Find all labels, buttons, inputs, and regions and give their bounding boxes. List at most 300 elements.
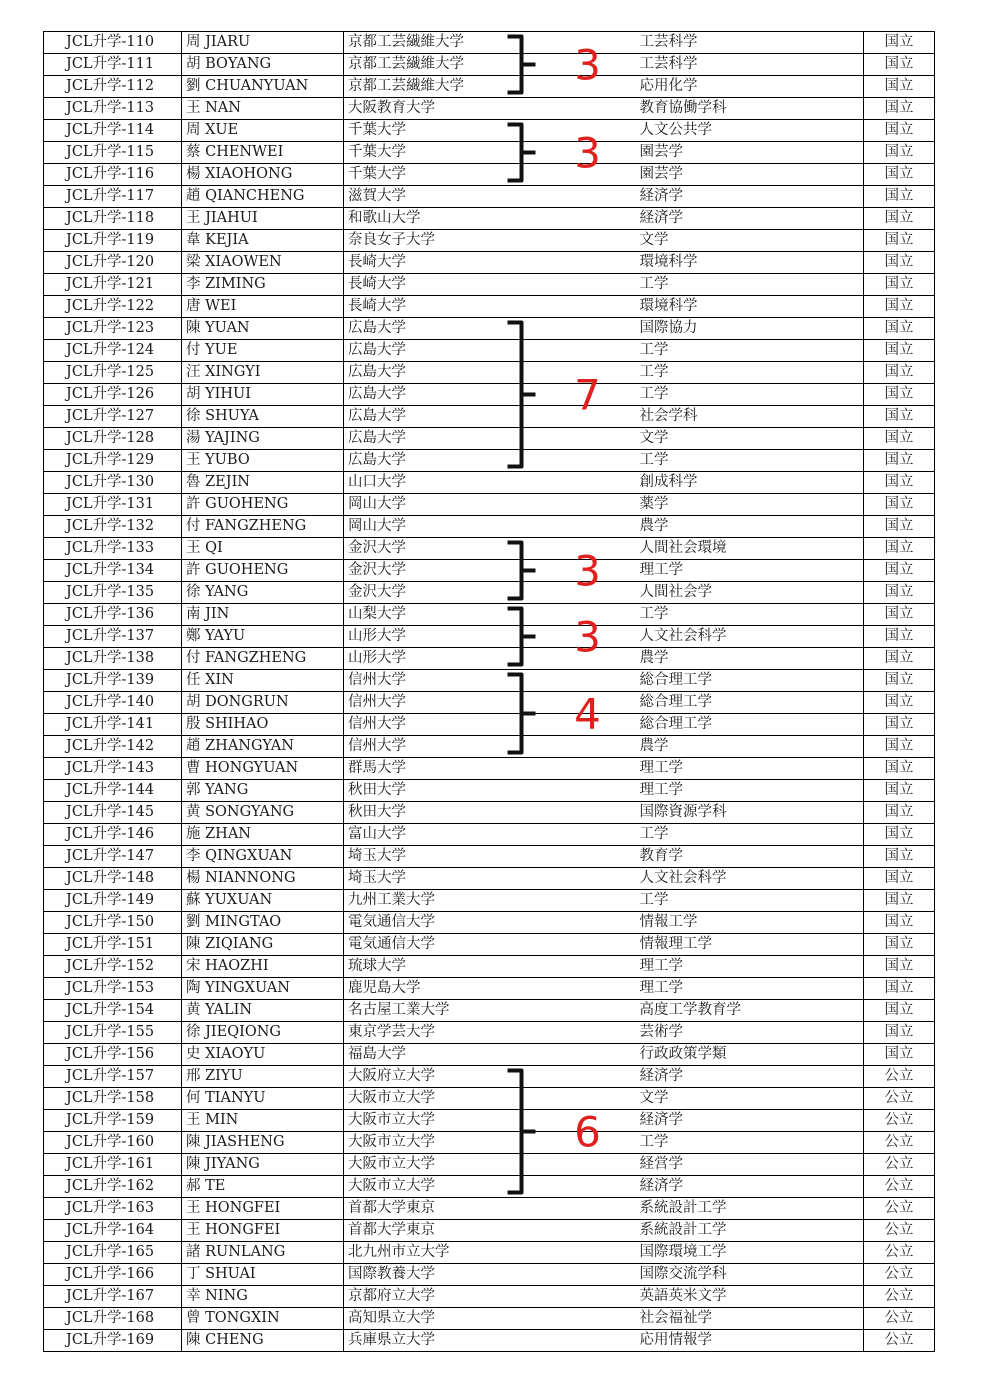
- table-row: [44, 1044, 935, 1066]
- spacer-cell: [524, 1000, 636, 1022]
- spacer-cell: [524, 1154, 636, 1176]
- table-row: [44, 824, 935, 846]
- spacer-cell: [524, 1264, 636, 1286]
- spacer-cell: [524, 824, 636, 846]
- student-name-cell: 蘇 YUXUAN: [182, 890, 344, 912]
- table-row: [44, 1286, 935, 1308]
- university-cell: 九州工業大学: [344, 890, 524, 912]
- university-cell: 首都大学東京: [344, 1220, 524, 1242]
- student-name-cell: 王 HONGFEI: [182, 1198, 344, 1220]
- spacer-cell: [524, 274, 636, 296]
- student-name-cell: 陳 YUAN: [182, 318, 344, 340]
- spacer-cell: [524, 1110, 636, 1132]
- student-id-cell: JCL升学-151: [44, 934, 182, 956]
- table-row: [44, 626, 935, 648]
- spacer-cell: [524, 76, 636, 98]
- table-row: [44, 1154, 935, 1176]
- student-name-cell: 陶 YINGXUAN: [182, 978, 344, 1000]
- table-row: [44, 956, 935, 978]
- student-id-cell: JCL升学-110: [44, 32, 182, 54]
- student-id-cell: JCL升学-155: [44, 1022, 182, 1044]
- faculty-cell: 文学: [636, 1088, 864, 1110]
- spacer-cell: [524, 340, 636, 362]
- student-name-cell: 黄 YALIN: [182, 1000, 344, 1022]
- faculty-cell: 経済学: [636, 208, 864, 230]
- spacer-cell: [524, 692, 636, 714]
- university-cell: 広島大学: [344, 340, 524, 362]
- faculty-cell: 応用情報学: [636, 1330, 864, 1352]
- school-type-cell: 国立: [864, 912, 935, 934]
- faculty-cell: 経済学: [636, 1110, 864, 1132]
- university-cell: 山形大学: [344, 648, 524, 670]
- faculty-cell: 理工学: [636, 560, 864, 582]
- student-id-cell: JCL升学-163: [44, 1198, 182, 1220]
- table-row: [44, 692, 935, 714]
- faculty-cell: 工学: [636, 890, 864, 912]
- student-id-cell: JCL升学-140: [44, 692, 182, 714]
- faculty-cell: 行政政策学類: [636, 1044, 864, 1066]
- student-name-cell: 諸 RUNLANG: [182, 1242, 344, 1264]
- university-cell: 群馬大学: [344, 758, 524, 780]
- student-name-cell: 徐 JIEQIONG: [182, 1022, 344, 1044]
- group-count-label: 7: [574, 370, 601, 420]
- spacer-cell: [524, 670, 636, 692]
- student-name-cell: 趙 QIANCHENG: [182, 186, 344, 208]
- table-row: [44, 450, 935, 472]
- student-id-cell: JCL升学-119: [44, 230, 182, 252]
- group-count-label: 4: [574, 689, 601, 739]
- school-type-cell: 公立: [864, 1110, 935, 1132]
- university-cell: 名古屋工業大学: [344, 1000, 524, 1022]
- table-row: [44, 1066, 935, 1088]
- spacer-cell: [524, 736, 636, 758]
- student-name-cell: 王 MIN: [182, 1110, 344, 1132]
- university-cell: 大阪市立大学: [344, 1154, 524, 1176]
- student-id-cell: JCL升学-114: [44, 120, 182, 142]
- spacer-cell: [524, 1176, 636, 1198]
- table-row: [44, 98, 935, 120]
- school-type-cell: 公立: [864, 1198, 935, 1220]
- school-type-cell: 国立: [864, 736, 935, 758]
- student-id-cell: JCL升学-121: [44, 274, 182, 296]
- spacer-cell: [524, 142, 636, 164]
- student-id-cell: JCL升学-120: [44, 252, 182, 274]
- student-id-cell: JCL升学-133: [44, 538, 182, 560]
- school-type-cell: 国立: [864, 208, 935, 230]
- spacer-cell: [524, 1220, 636, 1242]
- university-cell: 金沢大学: [344, 538, 524, 560]
- table-row: [44, 670, 935, 692]
- university-cell: 岡山大学: [344, 494, 524, 516]
- spacer-cell: [524, 956, 636, 978]
- spacer-cell: [524, 230, 636, 252]
- table-row: [44, 890, 935, 912]
- student-name-cell: 任 XIN: [182, 670, 344, 692]
- school-type-cell: 公立: [864, 1242, 935, 1264]
- school-type-cell: 国立: [864, 76, 935, 98]
- university-cell: 山口大学: [344, 472, 524, 494]
- university-cell: 信州大学: [344, 670, 524, 692]
- student-id-cell: JCL升学-160: [44, 1132, 182, 1154]
- student-id-cell: JCL升学-111: [44, 54, 182, 76]
- student-name-cell: 南 JIN: [182, 604, 344, 626]
- table-row: [44, 318, 935, 340]
- spacer-cell: [524, 978, 636, 1000]
- school-type-cell: 国立: [864, 472, 935, 494]
- student-id-cell: JCL升学-123: [44, 318, 182, 340]
- table-row: [44, 1110, 935, 1132]
- university-cell: 広島大学: [344, 450, 524, 472]
- student-id-cell: JCL升学-149: [44, 890, 182, 912]
- university-cell: 琉球大学: [344, 956, 524, 978]
- university-cell: 長崎大学: [344, 252, 524, 274]
- school-type-cell: 国立: [864, 142, 935, 164]
- school-type-cell: 公立: [864, 1132, 935, 1154]
- faculty-cell: 応用化学: [636, 76, 864, 98]
- table-row: [44, 208, 935, 230]
- student-name-cell: 胡 YIHUI: [182, 384, 344, 406]
- university-cell: 大阪市立大学: [344, 1110, 524, 1132]
- faculty-cell: 経済学: [636, 186, 864, 208]
- student-id-cell: JCL升学-118: [44, 208, 182, 230]
- student-id-cell: JCL升学-153: [44, 978, 182, 1000]
- school-type-cell: 国立: [864, 32, 935, 54]
- student-name-cell: 曾 TONGXIN: [182, 1308, 344, 1330]
- student-id-cell: JCL升学-124: [44, 340, 182, 362]
- student-id-cell: JCL升学-145: [44, 802, 182, 824]
- school-type-cell: 国立: [864, 428, 935, 450]
- school-type-cell: 国立: [864, 846, 935, 868]
- spacer-cell: [524, 1198, 636, 1220]
- table-row: [44, 912, 935, 934]
- faculty-cell: 人文社会科学: [636, 626, 864, 648]
- table-row: [44, 274, 935, 296]
- university-cell: 北九州市立大学: [344, 1242, 524, 1264]
- spacer-cell: [524, 406, 636, 428]
- spacer-cell: [524, 186, 636, 208]
- faculty-cell: 工学: [636, 1132, 864, 1154]
- spacer-cell: [524, 780, 636, 802]
- faculty-cell: 園芸学: [636, 142, 864, 164]
- student-name-cell: 胡 DONGRUN: [182, 692, 344, 714]
- faculty-cell: 理工学: [636, 758, 864, 780]
- table-row: [44, 296, 935, 318]
- school-type-cell: 国立: [864, 54, 935, 76]
- university-cell: 岡山大学: [344, 516, 524, 538]
- school-type-cell: 国立: [864, 670, 935, 692]
- school-type-cell: 国立: [864, 692, 935, 714]
- spacer-cell: [524, 252, 636, 274]
- student-id-cell: JCL升学-167: [44, 1286, 182, 1308]
- university-cell: 福島大学: [344, 1044, 524, 1066]
- school-type-cell: 公立: [864, 1308, 935, 1330]
- faculty-cell: 国際資源学科: [636, 802, 864, 824]
- student-name-cell: 胡 BOYANG: [182, 54, 344, 76]
- faculty-cell: 園芸学: [636, 164, 864, 186]
- student-name-cell: 湯 YAJING: [182, 428, 344, 450]
- university-cell: 長崎大学: [344, 274, 524, 296]
- faculty-cell: 高度工学教育学: [636, 1000, 864, 1022]
- spacer-cell: [524, 714, 636, 736]
- student-name-cell: 陳 JIYANG: [182, 1154, 344, 1176]
- spacer-cell: [524, 1066, 636, 1088]
- student-name-cell: 趙 ZHANGYAN: [182, 736, 344, 758]
- spacer-cell: [524, 912, 636, 934]
- student-name-cell: 陳 JIASHENG: [182, 1132, 344, 1154]
- group-count-label: 6: [574, 1107, 601, 1157]
- student-id-cell: JCL升学-135: [44, 582, 182, 604]
- spacer-cell: [524, 164, 636, 186]
- university-cell: 信州大学: [344, 692, 524, 714]
- table-row: [44, 406, 935, 428]
- school-type-cell: 国立: [864, 538, 935, 560]
- table-row: [44, 604, 935, 626]
- faculty-cell: 芸術学: [636, 1022, 864, 1044]
- faculty-cell: 工学: [636, 450, 864, 472]
- spacer-cell: [524, 516, 636, 538]
- student-name-cell: 汪 XINGYI: [182, 362, 344, 384]
- student-name-cell: 何 TIANYU: [182, 1088, 344, 1110]
- student-id-cell: JCL升学-138: [44, 648, 182, 670]
- school-type-cell: 国立: [864, 186, 935, 208]
- faculty-cell: 情報工学: [636, 912, 864, 934]
- spacer-cell: [524, 758, 636, 780]
- school-type-cell: 国立: [864, 604, 935, 626]
- student-name-cell: 劉 CHUANYUAN: [182, 76, 344, 98]
- table-body: [44, 32, 935, 1352]
- university-cell: 広島大学: [344, 384, 524, 406]
- school-type-cell: 国立: [864, 978, 935, 1000]
- university-cell: 電気通信大学: [344, 912, 524, 934]
- student-id-cell: JCL升学-166: [44, 1264, 182, 1286]
- student-id-cell: JCL升学-122: [44, 296, 182, 318]
- student-name-cell: 殷 SHIHAO: [182, 714, 344, 736]
- student-id-cell: JCL升学-129: [44, 450, 182, 472]
- student-name-cell: 付 FANGZHENG: [182, 648, 344, 670]
- university-cell: 信州大学: [344, 736, 524, 758]
- group-count-label: 3: [574, 546, 601, 596]
- university-cell: 大阪市立大学: [344, 1132, 524, 1154]
- table-row: [44, 560, 935, 582]
- school-type-cell: 国立: [864, 626, 935, 648]
- student-name-cell: 梁 XIAOWEN: [182, 252, 344, 274]
- faculty-cell: 工学: [636, 824, 864, 846]
- spacer-cell: [524, 208, 636, 230]
- group-count-label: 3: [574, 40, 601, 90]
- student-name-cell: 付 YUE: [182, 340, 344, 362]
- school-type-cell: 国立: [864, 296, 935, 318]
- student-id-cell: JCL升学-131: [44, 494, 182, 516]
- faculty-cell: 教育協働学科: [636, 98, 864, 120]
- school-type-cell: 国立: [864, 956, 935, 978]
- student-id-cell: JCL升学-141: [44, 714, 182, 736]
- faculty-cell: 工学: [636, 384, 864, 406]
- school-type-cell: 国立: [864, 560, 935, 582]
- university-cell: 山梨大学: [344, 604, 524, 626]
- student-id-cell: JCL升学-128: [44, 428, 182, 450]
- faculty-cell: 工学: [636, 274, 864, 296]
- faculty-cell: 理工学: [636, 780, 864, 802]
- spacer-cell: [524, 648, 636, 670]
- school-type-cell: 国立: [864, 450, 935, 472]
- faculty-cell: 英語英米文学: [636, 1286, 864, 1308]
- spacer-cell: [524, 890, 636, 912]
- student-name-cell: 徐 SHUYA: [182, 406, 344, 428]
- school-type-cell: 国立: [864, 516, 935, 538]
- student-id-cell: JCL升学-165: [44, 1242, 182, 1264]
- student-id-cell: JCL升学-143: [44, 758, 182, 780]
- school-type-cell: 公立: [864, 1264, 935, 1286]
- student-name-cell: 李 QINGXUAN: [182, 846, 344, 868]
- student-id-cell: JCL升学-112: [44, 76, 182, 98]
- school-type-cell: 国立: [864, 802, 935, 824]
- student-name-cell: 楊 NIANNONG: [182, 868, 344, 890]
- faculty-cell: 社会福祉学: [636, 1308, 864, 1330]
- student-name-cell: 王 JIAHUI: [182, 208, 344, 230]
- student-id-cell: JCL升学-156: [44, 1044, 182, 1066]
- spacer-cell: [524, 450, 636, 472]
- faculty-cell: 工芸科学: [636, 32, 864, 54]
- table-row: [44, 142, 935, 164]
- table-row: [44, 186, 935, 208]
- table-row: [44, 582, 935, 604]
- student-name-cell: 楊 XIAOHONG: [182, 164, 344, 186]
- university-cell: 京都府立大学: [344, 1286, 524, 1308]
- university-cell: 山形大学: [344, 626, 524, 648]
- faculty-cell: 環境科学: [636, 296, 864, 318]
- spacer-cell: [524, 318, 636, 340]
- school-type-cell: 国立: [864, 252, 935, 274]
- student-name-cell: 宋 HAOZHI: [182, 956, 344, 978]
- faculty-cell: 環境科学: [636, 252, 864, 274]
- student-id-cell: JCL升学-116: [44, 164, 182, 186]
- faculty-cell: 国際交流学科: [636, 1264, 864, 1286]
- school-type-cell: 公立: [864, 1286, 935, 1308]
- school-type-cell: 国立: [864, 648, 935, 670]
- faculty-cell: 総合理工学: [636, 692, 864, 714]
- spacer-cell: [524, 1132, 636, 1154]
- faculty-cell: 経済学: [636, 1066, 864, 1088]
- table-row: [44, 1176, 935, 1198]
- table-row: [44, 1022, 935, 1044]
- school-type-cell: 公立: [864, 1330, 935, 1352]
- spacer-cell: [524, 604, 636, 626]
- faculty-cell: 工学: [636, 340, 864, 362]
- table-row: [44, 76, 935, 98]
- table-row: [44, 736, 935, 758]
- student-name-cell: 陳 CHENG: [182, 1330, 344, 1352]
- student-id-cell: JCL升学-137: [44, 626, 182, 648]
- faculty-cell: 社会学科: [636, 406, 864, 428]
- student-id-cell: JCL升学-113: [44, 98, 182, 120]
- student-name-cell: 韋 KEJIA: [182, 230, 344, 252]
- university-cell: 広島大学: [344, 318, 524, 340]
- faculty-cell: 系統設計工学: [636, 1198, 864, 1220]
- table-row: [44, 362, 935, 384]
- spacer-cell: [524, 296, 636, 318]
- student-name-cell: 唐 WEI: [182, 296, 344, 318]
- student-name-cell: 邢 ZIYU: [182, 1066, 344, 1088]
- table-row: [44, 780, 935, 802]
- student-id-cell: JCL升学-125: [44, 362, 182, 384]
- table-row: [44, 230, 935, 252]
- faculty-cell: 人文公共学: [636, 120, 864, 142]
- table-row: [44, 472, 935, 494]
- school-type-cell: 国立: [864, 890, 935, 912]
- table-row: [44, 846, 935, 868]
- spacer-cell: [524, 560, 636, 582]
- student-id-cell: JCL升学-130: [44, 472, 182, 494]
- university-cell: 秋田大学: [344, 802, 524, 824]
- school-type-cell: 公立: [864, 1220, 935, 1242]
- faculty-cell: 農学: [636, 736, 864, 758]
- spacer-cell: [524, 98, 636, 120]
- school-type-cell: 国立: [864, 164, 935, 186]
- faculty-cell: 工学: [636, 362, 864, 384]
- university-cell: 広島大学: [344, 362, 524, 384]
- table-row: [44, 340, 935, 362]
- spacer-cell: [524, 1088, 636, 1110]
- spacer-cell: [524, 582, 636, 604]
- spacer-cell: [524, 538, 636, 560]
- table-row: [44, 164, 935, 186]
- table-row: [44, 1132, 935, 1154]
- spacer-cell: [524, 846, 636, 868]
- university-cell: 首都大学東京: [344, 1198, 524, 1220]
- faculty-cell: 国際環境工学: [636, 1242, 864, 1264]
- spacer-cell: [524, 1286, 636, 1308]
- group-count-label: 3: [574, 612, 601, 662]
- student-id-cell: JCL升学-154: [44, 1000, 182, 1022]
- table-row: [44, 1264, 935, 1286]
- table-row: [44, 538, 935, 560]
- student-name-cell: 許 GUOHENG: [182, 494, 344, 516]
- school-type-cell: 国立: [864, 230, 935, 252]
- table-row: [44, 54, 935, 76]
- student-id-cell: JCL升学-144: [44, 780, 182, 802]
- student-name-cell: 幸 NING: [182, 1286, 344, 1308]
- student-id-cell: JCL升学-142: [44, 736, 182, 758]
- student-name-cell: 許 GUOHENG: [182, 560, 344, 582]
- school-type-cell: 国立: [864, 1000, 935, 1022]
- student-id-cell: JCL升学-161: [44, 1154, 182, 1176]
- faculty-cell: 経済学: [636, 1176, 864, 1198]
- university-cell: 東京学芸大学: [344, 1022, 524, 1044]
- university-cell: 長崎大学: [344, 296, 524, 318]
- student-name-cell: 曹 HONGYUAN: [182, 758, 344, 780]
- student-id-cell: JCL升学-147: [44, 846, 182, 868]
- table-row: [44, 1330, 935, 1352]
- student-name-cell: 王 QI: [182, 538, 344, 560]
- group-count-label: 3: [574, 128, 601, 178]
- university-cell: 京都工芸繊維大学: [344, 54, 524, 76]
- student-name-cell: 王 HONGFEI: [182, 1220, 344, 1242]
- school-type-cell: 国立: [864, 318, 935, 340]
- spacer-cell: [524, 120, 636, 142]
- spacer-cell: [524, 868, 636, 890]
- spacer-cell: [524, 54, 636, 76]
- student-name-cell: 付 FANGZHENG: [182, 516, 344, 538]
- faculty-cell: 理工学: [636, 956, 864, 978]
- student-id-cell: JCL升学-150: [44, 912, 182, 934]
- university-cell: 千葉大学: [344, 120, 524, 142]
- university-cell: 金沢大学: [344, 560, 524, 582]
- spacer-cell: [524, 32, 636, 54]
- table-row: [44, 934, 935, 956]
- school-type-cell: 公立: [864, 1088, 935, 1110]
- faculty-cell: 理工学: [636, 978, 864, 1000]
- table-row: [44, 1088, 935, 1110]
